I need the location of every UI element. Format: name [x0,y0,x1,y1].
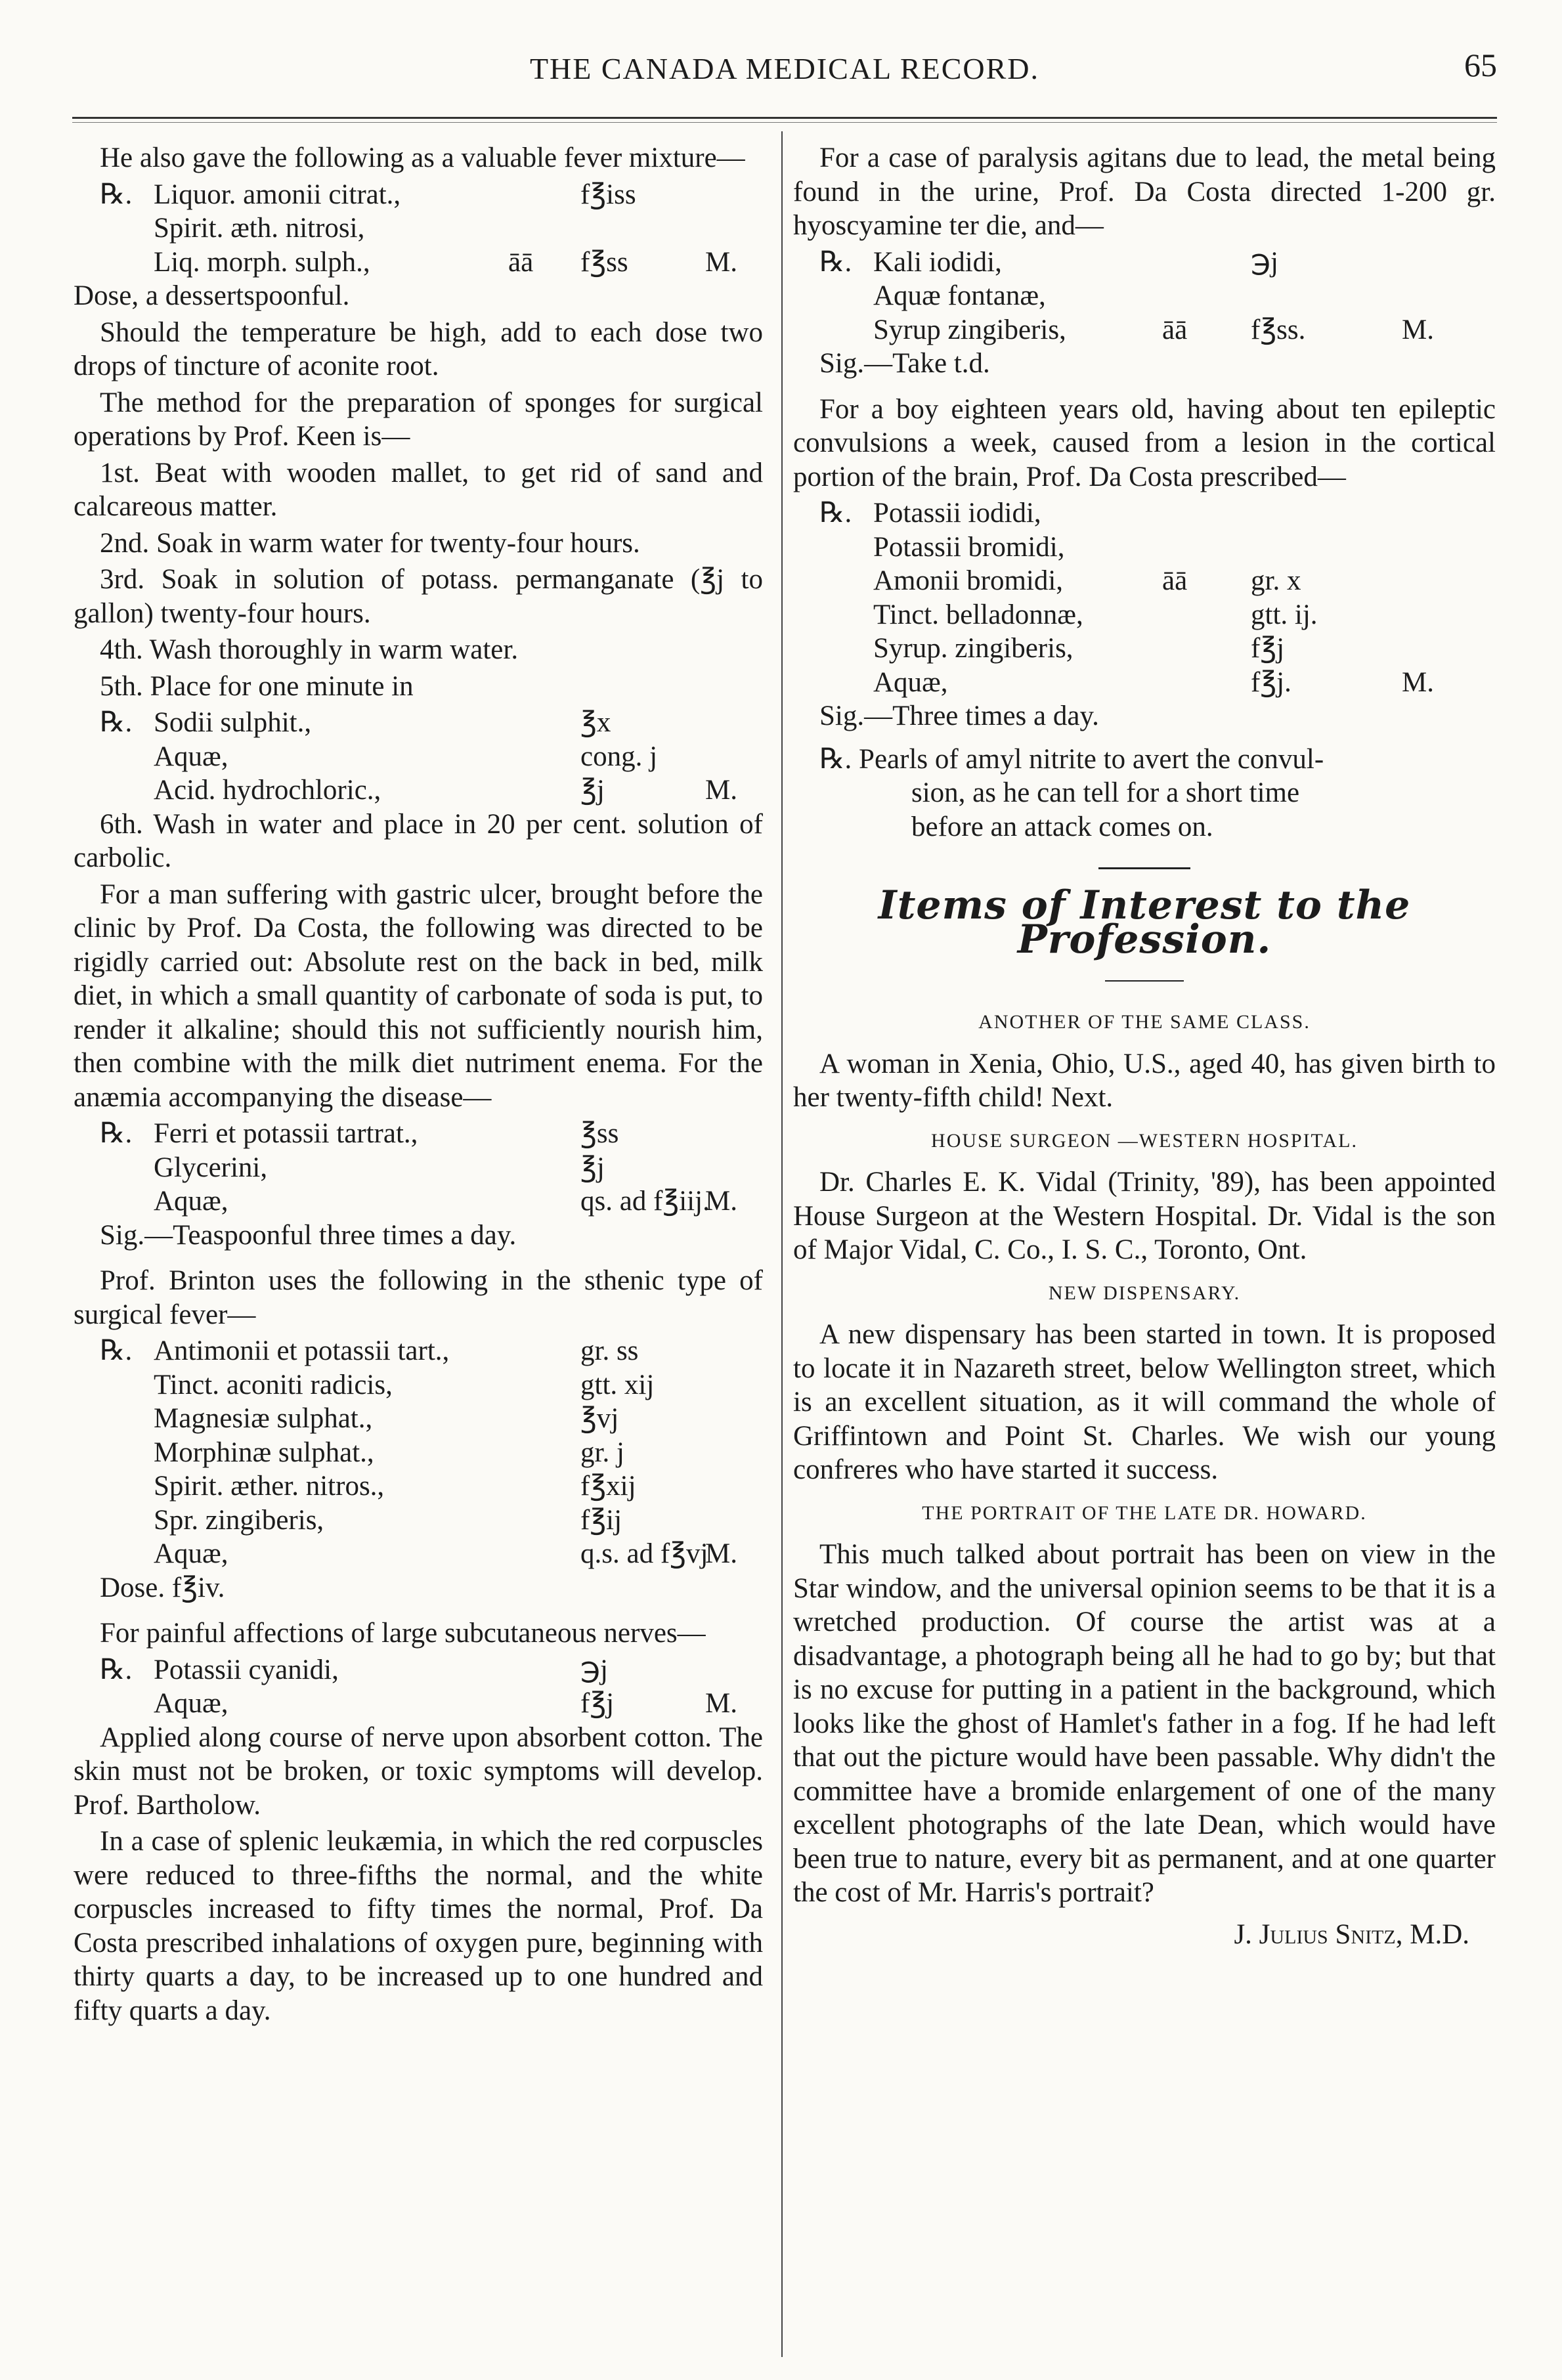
prescription-row [793,279,1496,313]
rx-mix: M. [1402,666,1434,698]
rx-ingredient: Spr. zingiberis, [154,1504,324,1536]
rx-symbol: ℞. [100,179,133,210]
item-another: A woman in Xenia, Ohio, U.S., aged 40, has given birth to her twenty-fifth child! Next. [793,1048,1496,1113]
rx-indent [74,1436,100,1470]
prescription-sponge-solution [74,706,763,808]
rx-quantity: cong. j [580,741,658,772]
prescription-row [74,246,763,280]
rx-ingredient: Tinct. belladonnæ, [873,599,1083,630]
rx-aa [508,1151,580,1185]
prescription-row [74,1402,763,1436]
rx-ingredient: Spirit. æther. nitros., [154,1471,385,1502]
rx-mix: M. [705,246,737,278]
paragraph-epilepsy: For a boy eighteen years old, having about ten epileptic convulsions a week, caused from a lesion in the cortical portion of the brain, Prof. Da Costa prescribed— [793,393,1496,492]
rx-mix [705,1117,758,1151]
rx-aa [1162,246,1251,280]
paragraph-gastric-ulcer: For a man suffering with gastric ulcer, brought before the clinic by Prof. Da Costa, the following was directed to be rigidly carried out: Absolute rest on the back in bed, milk diet, in which a small quantity of carbonate of soda is put, to render it alkaline; should this not sufficiently nourish him, then combine with the milk diet nutriment enema. For the anæmia accompanying the disease— [74,878,763,1113]
rx-ingredient: Syrup zingiberis, [873,314,1066,345]
rx-symbol [819,598,873,632]
prescription-row [74,211,763,246]
rx-mix: M. [705,775,737,806]
rx-ingredient: Aquæ, [873,666,948,698]
rx-aa [508,706,580,740]
prescription-row [74,178,763,212]
left-column [74,141,763,2030]
rx-quantity: f℥ss. [1251,314,1306,345]
rx-aa [508,740,580,774]
rx-quantity [1251,530,1402,565]
rx-quantity: gr. x [1251,565,1301,596]
prescription-row [74,1537,763,1571]
prescription-row [793,564,1496,598]
rx-symbol [100,1687,154,1721]
rx-aa [1162,632,1251,666]
prescription-row [793,666,1496,700]
rx-aa [508,1436,580,1470]
prescription-epilepsy [793,496,1496,699]
rx-mix [705,178,758,212]
rx-quantity: ℥j [580,1152,605,1183]
rx-quantity: ℥j [580,775,605,806]
rx-indent [793,496,819,530]
signature: J. Julius Snitz, M.D. [1234,1918,1469,1950]
prescription-paralysis [793,246,1496,347]
rx-symbol [100,1151,154,1185]
rx-quantity [1251,496,1402,530]
prescription-anaemia [74,1117,763,1219]
paragraph-nerves: For painful affections of large subcutaneous nerves— [100,1618,706,1649]
rx-indent [74,740,100,774]
item-house-surgeon: Dr. Charles E. K. Vidal (Trinity, '89), has been appointed House Surgeon at the Western Hospital. Dr. Vidal is the son of Major Vidal, C. Co., I. S. C., Toronto, Ont. [793,1167,1496,1265]
rx-quantity: f℥j. [1251,666,1291,698]
rx-ingredient: Aquæ fontanæ, [873,280,1046,311]
rx-indent [74,211,100,246]
prescription-row [74,740,763,774]
prescription-row [793,246,1496,280]
rx-ingredient: Aquæ, [154,1688,228,1719]
prescription-fever-mixture [74,178,763,280]
rx-indent [74,1402,100,1436]
rx-ingredient: Ferri et potassii tartrat., [154,1118,418,1149]
sig-line-right-1: Sig.—Take t.d. [819,348,990,379]
sponge-step-2: 2nd. Soak in warm water for twenty-four hours. [100,527,640,559]
section-rule-bottom [1105,980,1184,982]
prescription-row [74,1117,763,1151]
paragraph-application: Applied along course of nerve upon absorbent cotton. The skin must not be broken, or toxic symptoms will develop. Prof. Bartholow. [74,1721,763,1821]
prescription-row [74,1469,763,1504]
rx-aa [508,211,580,246]
paragraph-leukaemia: In a case of splenic leukæmia, in which the red corpuscles were reduced to three-fifths the normal, and the white corpuscles increased to fifty times the normal, Prof. Da Costa prescribed inhalations of oxygen pure, beginning with thirty quarts a day, to be increased up to one hundred and fifty quarts a day. [74,1826,763,2026]
rx-symbol: ℞. [100,707,133,738]
paragraph-temperature: Should the temperature be high, add to each dose two drops of tincture of aconite root. [74,316,763,381]
rx-quantity: gtt. ij. [1251,599,1318,630]
rx-symbol [100,740,154,774]
rx-ingredient: Aquæ, [154,1186,228,1217]
rx-quantity [580,211,705,246]
rx-aa [508,1653,580,1687]
subhead-house-surgeon: HOUSE SURGEON —WESTERN HOSPITAL. [931,1129,1358,1152]
rx-indent [74,1151,100,1185]
subhead-portrait: THE PORTRAIT OF THE LATE DR. HOWARD. [922,1502,1367,1524]
rx-ingredient: Morphinæ sulphat., [154,1437,374,1468]
rx-mix [1402,279,1481,313]
rx-symbol: ℞. [100,1654,133,1685]
rx-symbol [100,1504,154,1538]
paragraph-paralysis: For a case of paralysis agitans due to lead, the metal being found in the urine, Prof. Da Costa directed 1-200 gr. hyoscyamine ter die, and— [793,142,1496,241]
section-rule-top [1098,867,1190,869]
rx-ingredient: Tinct. aconiti radicis, [154,1369,393,1400]
prescription-row [793,496,1496,530]
rx-mix [705,1151,758,1185]
rx-quantity: f℥j [580,1688,615,1719]
rx-ingredient: Spirit. æth. nitrosi, [154,213,365,244]
prescription-row [793,313,1496,347]
rx-aa [508,1469,580,1504]
rx-quantity: f℥ss [580,246,628,278]
rx-quantity: f℥j [1251,633,1285,664]
prescription-row [74,1436,763,1470]
sponge-step-6: 6th. Wash in water and place in 20 per cent. solution of carbolic. [74,808,763,873]
rx-aa: āā [1162,314,1188,345]
rx-aa [508,1687,580,1721]
rx-indent [74,1469,100,1504]
rx-quantity: gtt. xij [580,1369,655,1400]
header-rule-thin [72,122,1497,123]
rx-mix [705,1653,758,1687]
rx-quantity: f℥iss [580,179,636,210]
rx-mix: M. [1402,314,1434,345]
rx-indent [74,178,100,212]
rx-aa [508,1402,580,1436]
rx-symbol [100,211,154,246]
rx-quantity: ℥vj [580,1403,619,1434]
rx-indent [793,666,819,700]
rx-indent [74,246,100,280]
sponge-step-1: 1st. Beat with wooden mallet, to get rid of sand and calcareous matter. [74,457,763,522]
prescription-row [793,598,1496,632]
rx-mix [1402,246,1481,280]
dose-line-2: Dose. f℥iv. [100,1572,225,1603]
rx-mix [1402,564,1481,598]
subhead-dispensary: NEW DISPENSARY. [1048,1282,1241,1304]
rx-quantity: f℥xij [580,1471,636,1502]
right-column [793,141,1496,1951]
prescription-row [74,1334,763,1368]
rx-indent [793,598,819,632]
rx-ingredient: Potassii iodidi, [873,498,1041,529]
rx-aa [1162,496,1251,530]
rx-mix [705,1504,758,1538]
rx-quantity: ℈j [1251,246,1278,278]
sponge-step-5: 5th. Place for one minute in [100,670,414,702]
page-number: 65 [1464,47,1497,83]
rx-indent [74,1184,100,1219]
rx-symbol [100,1436,154,1470]
rx-quantity: gr. ss [580,1335,639,1366]
rx-ingredient: Potassii bromidi, [873,531,1065,563]
rx-indent [793,564,819,598]
rx-aa [508,178,580,212]
rx-indent [74,1368,100,1402]
rx-symbol [100,1469,154,1504]
page-header [72,47,1497,97]
prescription-amyl-line-2: sion, as he can tell for a short time [911,777,1300,808]
rx-aa [508,1117,580,1151]
prescription-amyl-line-1: ℞. Pearls of amyl nitrite to avert the convul- [819,743,1324,775]
prescription-nerves [74,1653,763,1721]
rx-indent [74,773,100,808]
item-portrait: This much talked about portrait has been on view in the Star window, and the universal opinion seems to be that it is a wretched production. Of course the artist was at a disadvantage, a photograph being all he had to go by; but that is no excuse for putting in a patient in the background, which looks like the ghost of Hamlet's father in a fog. If he had left that out the picture would have been passable. Why didn't the committee have a bromide enlargement of one of the many excellent photographs of the late Dean, which would have been true to nature, every bit as permanent, and at one quarter the cost of Mr. Harris's portrait? [793,1539,1496,1908]
rx-mix [1402,530,1481,565]
rx-symbol [819,666,873,700]
rx-indent [74,1653,100,1687]
rx-mix [705,1334,758,1368]
sig-line: Sig.—Teaspoonful three times a day. [100,1219,517,1251]
rx-ingredient: Liq. morph. sulph., [154,246,370,278]
running-head: THE CANADA MEDICAL RECORD. [529,52,1040,85]
rx-ingredient: Acid. hydrochloric., [154,775,381,806]
rx-symbol: ℞. [100,1335,133,1366]
rx-mix [1402,632,1481,666]
rx-quantity: q.s. ad f℥vj [580,1538,708,1569]
rx-mix [705,211,758,246]
rx-aa [1162,666,1251,700]
rx-aa [1162,279,1251,313]
rx-mix [705,740,758,774]
rx-ingredient: Antimonii et potassii tart., [154,1335,450,1366]
paragraph-sponges: The method for the preparation of sponges for surgical operations by Prof. Keen is— [74,387,763,452]
rx-symbol: ℞. [819,246,852,278]
rx-symbol [100,1537,154,1571]
rx-mix: M. [705,1538,737,1569]
rx-aa [508,1334,580,1368]
rx-indent [74,1687,100,1721]
rx-mix [705,1436,758,1470]
paragraph-surgical-fever: Prof. Brinton uses the following in the sthenic type of surgical fever— [74,1265,763,1330]
rx-indent [74,706,100,740]
rx-quantity [1251,279,1402,313]
prescription-row [74,1504,763,1538]
dose-line: Dose, a dessertspoonful. [74,280,350,311]
rx-ingredient: Potassii cyanidi, [154,1654,339,1685]
subhead-another: ANOTHER OF THE SAME CLASS. [978,1011,1311,1033]
rx-ingredient: Magnesiæ sulphat., [154,1403,373,1434]
rx-aa [1162,530,1251,565]
rx-aa [508,1504,580,1538]
rx-aa [508,773,580,808]
prescription-row [793,530,1496,565]
rx-indent [793,632,819,666]
rx-mix: M. [705,1186,737,1217]
paragraph-fever-mixture: He also gave the following as a valuable fever mixture— [100,142,745,173]
rx-quantity: ℈j [580,1654,608,1685]
rx-indent [793,279,819,313]
column-divider [781,131,783,2357]
rx-quantity: ℥ss [580,1118,619,1149]
rx-indent [74,1504,100,1538]
prescription-row [74,706,763,740]
rx-mix [1402,598,1481,632]
rx-quantity: ℥x [580,707,611,738]
rx-aa [508,1368,580,1402]
rx-symbol [100,246,154,280]
rx-indent [74,1334,100,1368]
rx-mix: M. [705,1688,737,1719]
rx-quantity: gr. j [580,1437,624,1468]
rx-symbol: ℞. [819,498,852,529]
prescription-row [74,1151,763,1185]
section-title: Items of Interest to the Profession. [878,882,1411,963]
rx-mix [705,1368,758,1402]
rx-symbol [100,773,154,808]
rx-aa: āā [1162,565,1188,596]
rx-symbol [100,1184,154,1219]
rx-symbol [819,313,873,347]
rx-quantity: f℥ij [580,1504,622,1536]
rx-aa: āā [508,246,534,278]
rx-mix [705,706,758,740]
rx-ingredient: Glycerini, [154,1152,268,1183]
rx-aa [508,1184,580,1219]
rx-ingredient: Liquor. amonii citrat., [154,179,401,210]
rx-symbol [819,564,873,598]
prescription-row [793,632,1496,666]
header-rule [72,117,1497,119]
prescription-row [74,1687,763,1721]
rx-indent [74,1537,100,1571]
rx-indent [793,246,819,280]
rx-symbol [819,530,873,565]
prescription-row [74,1368,763,1402]
rx-symbol: ℞. [100,1118,133,1149]
prescription-amyl-line-3: before an attack comes on. [911,811,1213,842]
item-dispensary: A new dispensary has been started in town. It is proposed to locate it in Nazareth street, below Wellington street, which is an excellent situation, as it will command the whole of Griffintown and Point St. Charles. We wish our young confreres who have started it success. [793,1319,1496,1485]
rx-ingredient: Amonii bromidi, [873,565,1064,596]
rx-ingredient: Kali iodidi, [873,246,1002,278]
rx-indent [793,530,819,565]
prescription-row [74,773,763,808]
prescription-row [74,1653,763,1687]
rx-mix [1402,496,1481,530]
rx-symbol [819,632,873,666]
rx-quantity: qs. ad f℥iij. [580,1186,710,1217]
prescription-surgical-fever [74,1334,763,1571]
rx-symbol [100,1368,154,1402]
sig-line-right-2: Sig.—Three times a day. [819,701,1099,731]
rx-indent [793,313,819,347]
rx-aa [1162,598,1251,632]
sponge-step-3: 3rd. Soak in solution of potass. permanganate (℥j to gallon) twenty-four hours. [74,564,763,629]
rx-symbol [819,279,873,313]
sponge-step-4: 4th. Wash thoroughly in warm water. [100,634,519,665]
rx-ingredient: Sodii sulphit., [154,707,312,738]
rx-ingredient: Aquæ, [154,1538,228,1569]
rx-ingredient: Syrup. zingiberis, [873,633,1074,664]
rx-mix [705,1402,758,1436]
rx-aa [508,1537,580,1571]
rx-mix [705,1469,758,1504]
rx-symbol [100,1402,154,1436]
prescription-row [74,1184,763,1219]
rx-indent [74,1117,100,1151]
rx-ingredient: Aquæ, [154,741,228,772]
